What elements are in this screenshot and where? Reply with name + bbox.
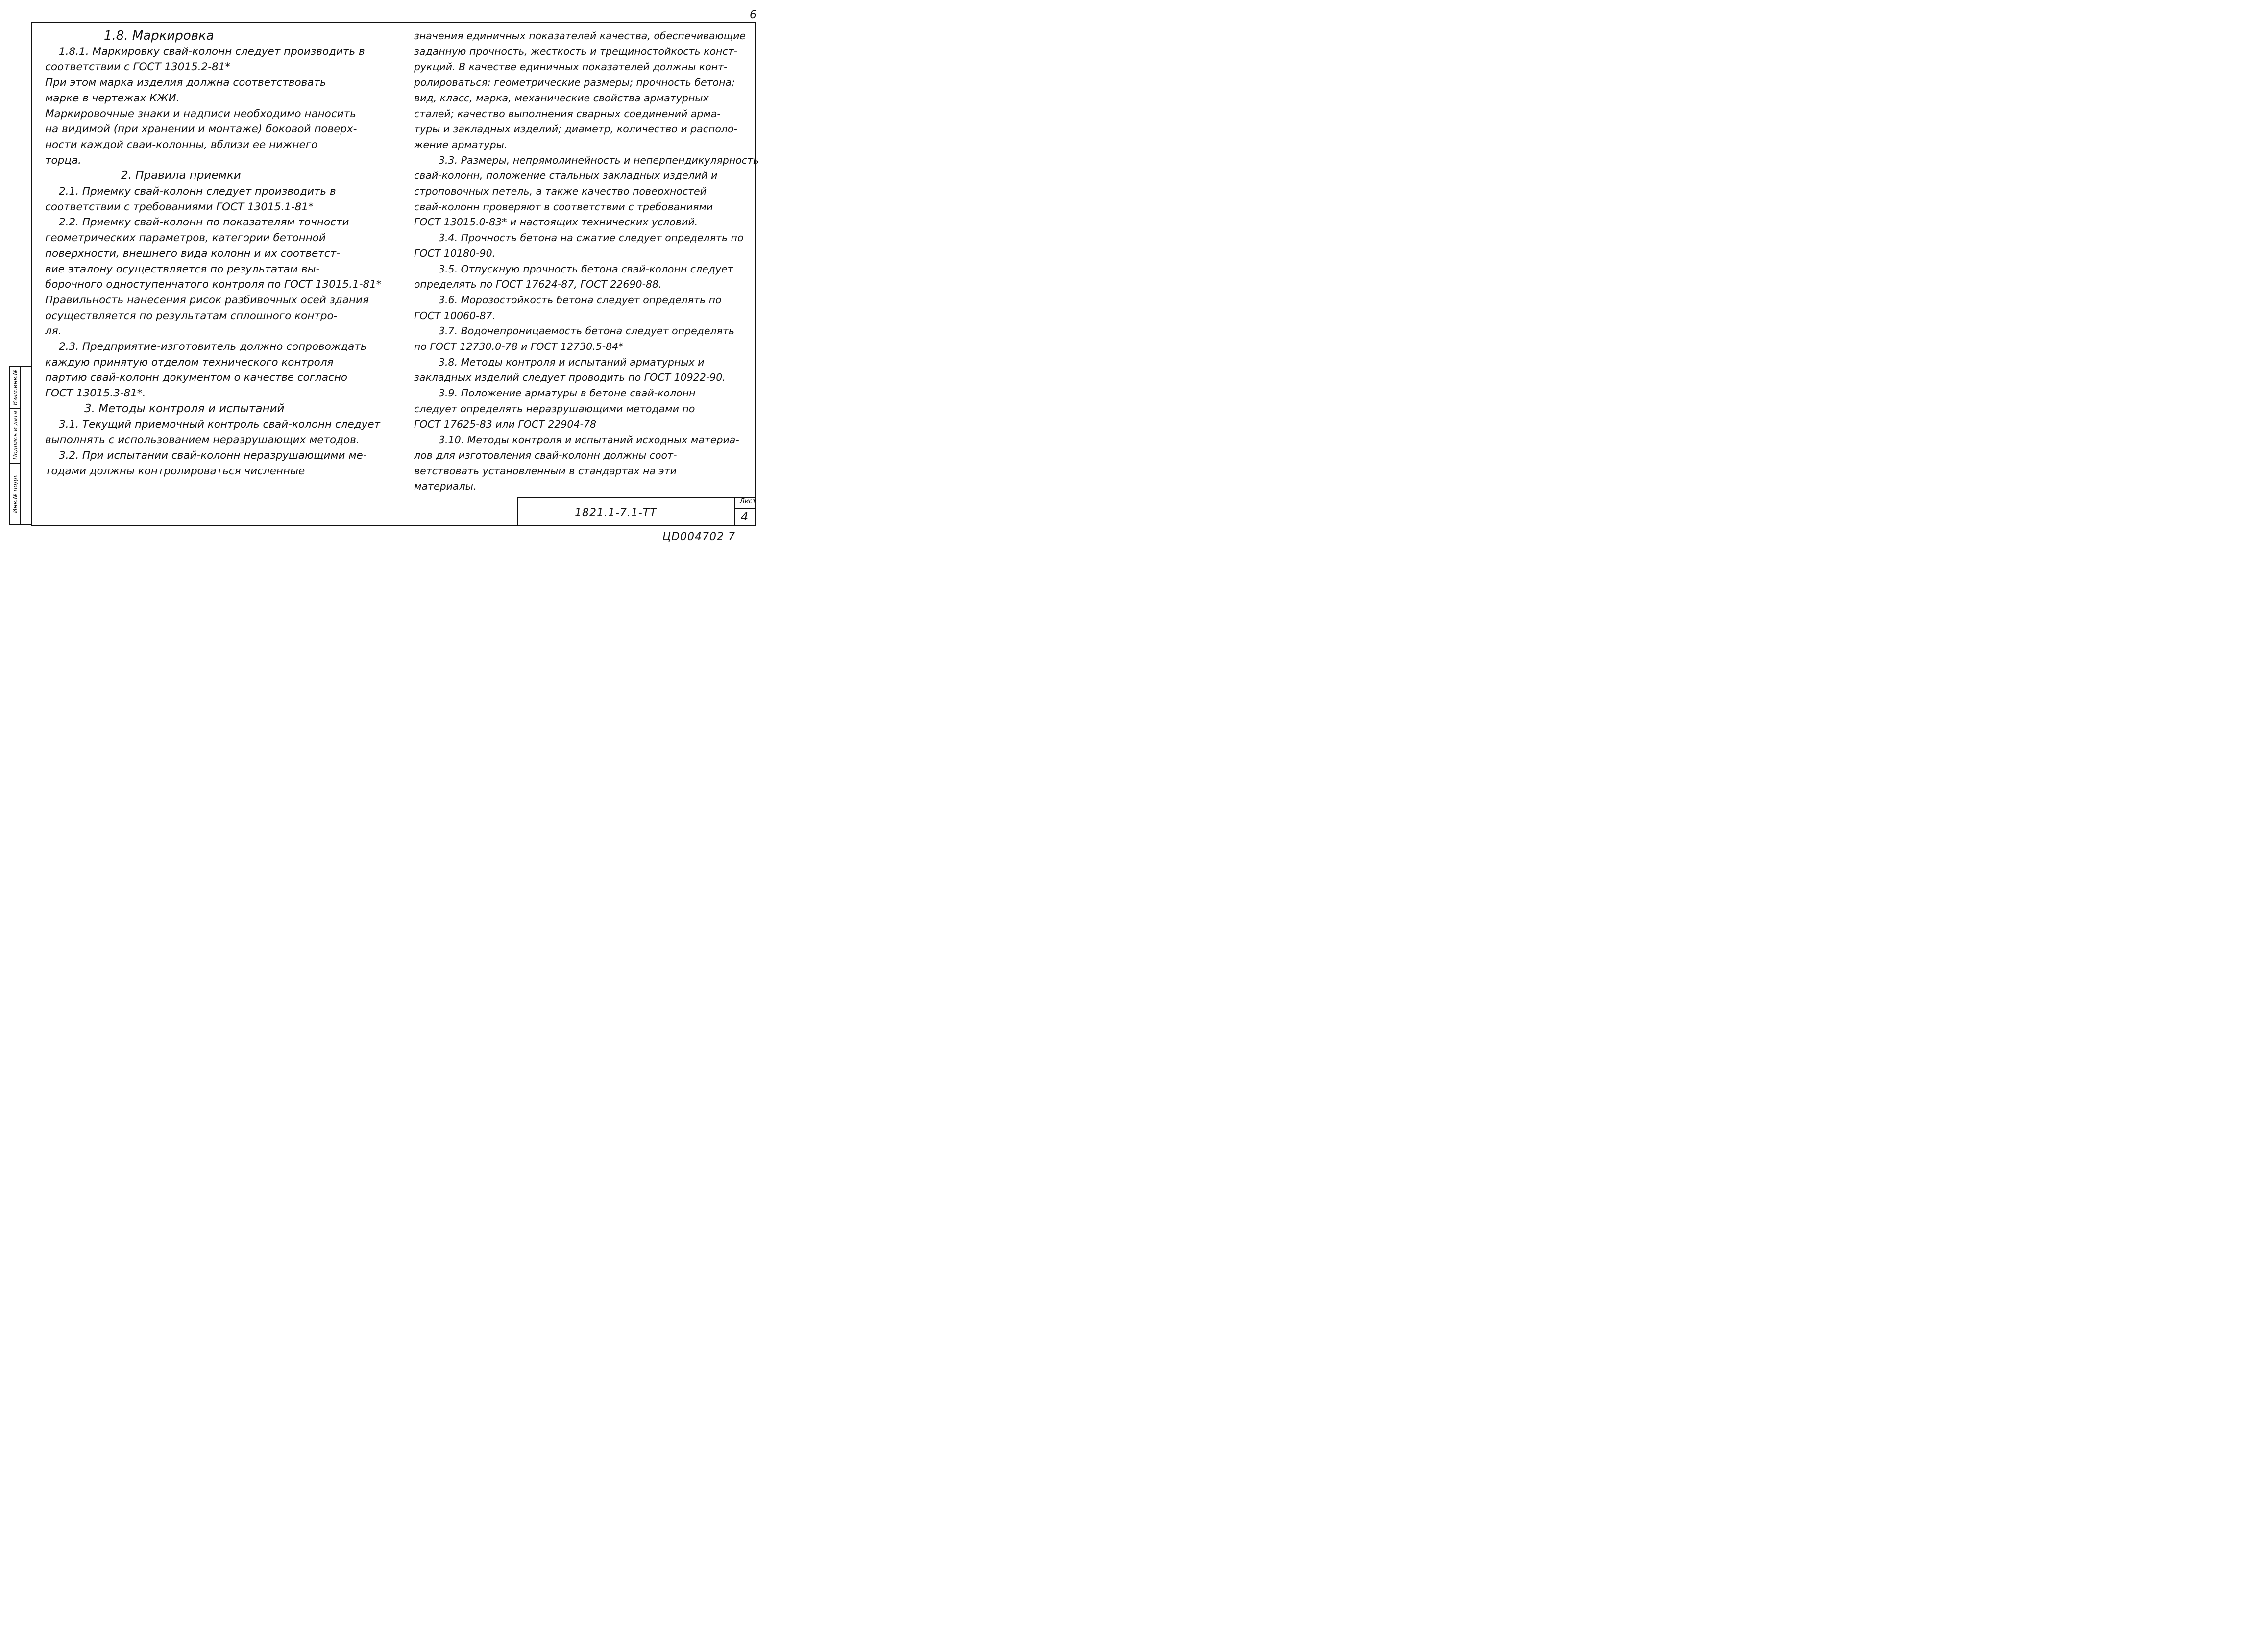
section-heading-test-methods: 3. Методы контроля и испытаний (84, 402, 285, 415)
sheet-label: Лист (740, 498, 756, 505)
section-heading-marking: 1.8. Маркировка (104, 28, 214, 43)
sheet-number: 4 (741, 510, 749, 523)
text-line: на видимой (при хранении и монтаже) боковой поверх- (45, 123, 357, 136)
archive-number: ЦD004702 7 (662, 531, 735, 543)
text-line: следует определять неразрушающими методами по (414, 402, 695, 415)
text-line: строповочных петель, а также качество поверхностей (414, 185, 707, 198)
text-line: геометрических параметров, категории бетонной (45, 232, 326, 245)
text-line: свай-колонн проверяют в соответствии с требованиями (414, 200, 713, 213)
drawing-sheet (0, 0, 760, 547)
text-line: определять по ГОСТ 17624-87, ГОСТ 22690-88. (414, 278, 662, 291)
strip-label-signature-date: Подпись и дата (12, 411, 19, 460)
side-approval-strip (9, 366, 32, 525)
text-line: борочного одноступенчатого контроля по ГОСТ 13015.1-81* (45, 278, 382, 291)
right-column (414, 28, 759, 494)
text-line: 3.2. При испытании свай-колонн неразрушающими ме- (59, 449, 367, 462)
stamp-divider (734, 508, 755, 509)
text-line: ля. (45, 325, 62, 338)
text-line: значения единичных показателей качества, обеспечивающие (414, 30, 746, 42)
text-line: сталей; качество выполнения сварных соединений арма- (414, 107, 721, 120)
text-line: каждую принятую отделом технического контроля (45, 356, 334, 369)
text-line: партию свай-колонн документом о качестве согласно (45, 371, 348, 384)
text-line: 2.2. Приемку свай-колонн по показателям точности (59, 216, 349, 229)
text-line: вид, класс, марка, механические свойства арматурных (414, 92, 709, 104)
text-line: рукций. В качестве единичных показателей должны конт- (414, 61, 728, 73)
text-line: соответствии с ГОСТ 13015.2-81* (45, 61, 231, 74)
text-line: торца. (45, 154, 81, 167)
text-line: 3.10. Методы контроля и испытаний исходных материа- (439, 434, 739, 446)
text-line: поверхности, внешнего вида колонн и их соответст- (45, 247, 340, 260)
text-line: 2.1. Приемку свай-колонн следует производить в (59, 185, 336, 198)
text-line: ГОСТ 13015.3-81*. (45, 387, 146, 400)
title-block-stamp (517, 497, 756, 526)
text-line: 1.8.1. Маркировку свай-колонн следует производить в (59, 45, 365, 58)
text-line: ности каждой сваи-колонны, вблизи ее нижнего (45, 138, 318, 151)
text-line: 3.8. Методы контроля и испытаний арматурных и (439, 356, 705, 368)
text-line: соответствии с требованиями ГОСТ 13015.1-81* (45, 200, 314, 213)
strip-label-replacement: Взам.инв.№ (12, 369, 19, 405)
text-line: материалы. (414, 480, 477, 493)
section-heading-acceptance: 2. Правила приемки (121, 169, 241, 182)
text-line: Маркировочные знаки и надписи необходимо наносить (45, 107, 356, 120)
text-line: осуществляется по результатам сплошного контро- (45, 309, 338, 322)
text-line: лов для изготовления свай-колонн должны соот- (414, 449, 677, 461)
text-line: ГОСТ 10060-87. (414, 309, 496, 321)
corner-page-number: 6 (750, 9, 756, 21)
text-line: ролироваться: геометрические размеры; прочность бетона; (414, 76, 735, 89)
text-line: ГОСТ 10180-90. (414, 247, 496, 259)
text-line: ГОСТ 13015.0-83* и настоящих технических условий. (414, 216, 698, 228)
text-line: 3.3. Размеры, непрямолинейность и неперпендикулярность (439, 154, 759, 166)
text-line: закладных изделий следует проводить по ГОСТ 10922-90. (414, 371, 726, 384)
strip-label-original-inventory: Инв.№ подл. (12, 474, 19, 513)
text-line: свай-колонн, положение стальных закладных изделий и (414, 170, 718, 182)
text-line: 3.5. Отпускную прочность бетона свай-колонн следует (439, 263, 733, 275)
text-line: выполнять с использованием неразрушающих методов. (45, 434, 360, 446)
text-line: 3.1. Текущий приемочный контроль свай-колонн следует (59, 418, 381, 431)
text-line: вие эталону осуществляется по результатам вы- (45, 263, 320, 275)
left-column (45, 28, 383, 479)
strip-divider (20, 367, 21, 524)
text-line: 2.3. Предприятие-изготовитель должно сопровождать (59, 341, 367, 353)
text-line: 3.4. Прочность бетона на сжатие следует определять по (439, 232, 744, 244)
text-line: заданную прочность, жесткость и трещиностойкость конст- (414, 45, 738, 57)
text-line: туры и закладных изделий; диаметр, количество и располо- (414, 123, 737, 135)
stamp-divider (734, 498, 735, 525)
text-line: 3.9. Положение арматуры в бетоне свай-колонн (439, 387, 696, 399)
text-line: Правильность нанесения рисок разбивочных осей здания (45, 294, 369, 306)
text-line: ГОСТ 17625-83 или ГОСТ 22904-78 (414, 418, 596, 430)
text-line: тодами должны контролироваться численные (45, 465, 305, 477)
text-line: 3.6. Морозостойкость бетона следует определять по (439, 294, 722, 306)
text-line: При этом марка изделия должна соответствовать (45, 76, 326, 89)
text-line: 3.7. Водонепроницаемость бетона следует определять (439, 325, 734, 337)
text-line: по ГОСТ 12730.0-78 и ГОСТ 12730.5-84* (414, 341, 624, 353)
text-line: ветствовать установленным в стандартах на эти (414, 465, 677, 477)
text-line: жение арматуры. (414, 138, 508, 150)
text-line: марке в чертежах КЖИ. (45, 92, 180, 104)
document-code: 1821.1-7.1-ТТ (575, 507, 657, 519)
